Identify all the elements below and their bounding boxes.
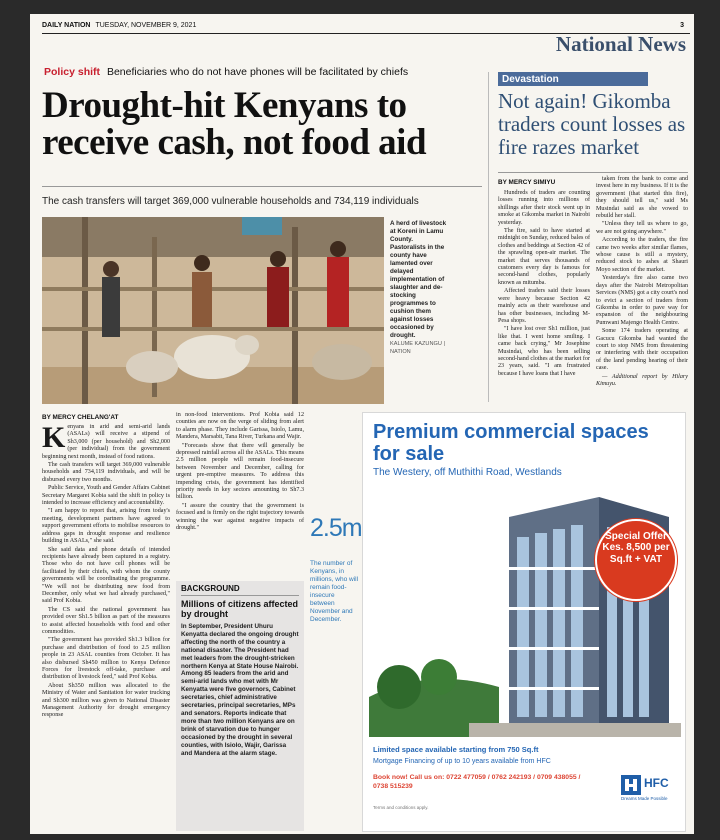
page-number: 3 bbox=[680, 22, 684, 29]
kicker-line bbox=[44, 66, 408, 78]
photo-caption bbox=[390, 220, 450, 356]
advert-subtitle: The Westery, off Muthithi Road, Westlands bbox=[373, 467, 562, 478]
paragraph: Public Service, Youth and Gender Affairs Cabinet Secretary Margaret Kobia said the shift in policy is intended to increase efficiency and accountability. bbox=[42, 485, 170, 507]
hfc-logo bbox=[621, 773, 681, 803]
paragraph: Hundreds of traders are counting losses running into millions of shillings after their stock went up in smoke at Gikomba market in Nairobi yesterday. bbox=[498, 190, 590, 226]
section-title: National News bbox=[555, 32, 686, 56]
limited-space-text: Limited space available starting from 750 Sq.ft bbox=[373, 745, 539, 754]
hfc-tagline: Dreams Made Possible bbox=[621, 796, 668, 801]
mortgage-text: Mortgage Financing of up to 10 years available from HFC bbox=[373, 758, 551, 765]
issue-date: TUESDAY, NOVEMBER 9, 2021 bbox=[95, 22, 197, 29]
kicker-label: Policy shift bbox=[44, 66, 101, 78]
background-label: BACKGROUND bbox=[181, 584, 299, 596]
main-story-column-1 bbox=[42, 421, 170, 721]
side-headline-rule bbox=[498, 172, 688, 173]
main-headline: Drought-hit Kenyans to receive cash, not food aid bbox=[42, 85, 427, 163]
paragraph: in non-food interventions. Prof Kobia said 12 counties are now on the verge of sliding from alert to alarm phase. They include Garissa, Isiolo, Lamu, Mandera, Marsabit, Tana River, Turkana and Wajir. bbox=[176, 412, 304, 441]
drop-cap: K bbox=[42, 421, 66, 454]
kicker-text: Beneficiaries who do not have phones will be facilitated by chiefs bbox=[106, 66, 409, 78]
paragraph: Kenyans in arid and semi-arid lands (ASALs) will receive a stipend of Sh3,000 (per household) and Sh2,000 (per individual) from the government beginning next month, instead of food rations. bbox=[42, 421, 170, 460]
paragraph: "Forecasts show that there will generally be depressed rainfall across all the ASALs. This means 2.5 million people will remain food-insecure between November and December, calling for urgent pre-emptive measures. To address this impending crisis, the government has identified priority needs in key sectors amounting to Sh7.3 billion. bbox=[176, 442, 304, 501]
side-story-column-2 bbox=[596, 176, 688, 389]
side-story-tag: Devastation bbox=[498, 72, 648, 86]
background-title: Millions of citizens affected by drought bbox=[181, 599, 299, 619]
paragraph: "Unless they tell us where to go, we are not going anywhere." bbox=[596, 221, 688, 235]
property-advert bbox=[362, 412, 686, 832]
paragraph: According to the traders, the fire came two weeks after similar flames, whose cause is still a mystery, reduced stock to ashes at Shauri Moyo section of the market. bbox=[596, 237, 688, 273]
terms-text: Terms and conditions apply. bbox=[373, 805, 429, 810]
paragraph: "I am happy to report that, arising from today's meeting, development partners have agreed to support government efforts to mobilise resources to address gaps in drought response and resilience building in ASALs," she said. bbox=[42, 508, 170, 545]
paragraph: Yesterday's fire also came two days after the Nairobi Metropolitan Services (NMS) got a city court's nod to evict a section of traders from Gikomba in order to pave way for expansion of the neighbouring Pumwani Majengo Health Centre. bbox=[596, 275, 688, 326]
advert-title: Premium commercial spaces for sale bbox=[373, 421, 649, 465]
paragraph: taken from the bank to come and invest here in my business. If it is the government (that started this fire), they should tell us," said Ms Musindai said as she vowed to rebuild her stall. bbox=[596, 176, 688, 220]
side-story-headline: Not again! Gikomba traders count losses as fire razes market bbox=[498, 89, 686, 159]
paper-name: DAILY NATION bbox=[42, 22, 91, 29]
background-box bbox=[176, 581, 304, 831]
fact-figure-text: The number of Kenyans, in millions, who will remain food-insecure between November and December. bbox=[310, 560, 359, 623]
paragraph: "I have lost over Sh1 million, just like that. I went home smiling. I came back crying," Mr Josephine Musindai, who has been selling second-hand clothes at the market for 23 years, said. "I am frustrated because I have loans that I have bbox=[498, 326, 590, 377]
paragraph: She said data and phone details of intended recipients have already been captured in a registry. Those who do not have cell phones will be facilitated by their chiefs, with whom the county governments will be coordinating the programme. "We will not be distributing new food from December, only what we had already purchased," said Prof Kobia. bbox=[42, 546, 170, 605]
paragraph: The CS said the national government has provided over Sh1.5 billion as part of the measures to assist affected households with food and other commodities. bbox=[42, 606, 170, 635]
main-story-byline: BY MERCY CHELANG'AT bbox=[42, 414, 119, 421]
side-story-byline: BY MERCY SIMIYU bbox=[498, 179, 556, 186]
photo-credit: KALUME KAZUNGU | NATION bbox=[390, 341, 445, 355]
photo-caption-text: A herd of livestock at Koreni in Lamu County. Pastoralists in the county have lamented over delayed implementation of slaughter and de-stocking programmes to cushion them against losses occasioned by drought. bbox=[390, 220, 447, 339]
standfirst: The cash transfers will target 369,000 vulnerable households and 734,119 individuals bbox=[42, 196, 419, 207]
column-divider bbox=[488, 72, 489, 402]
newspaper-page bbox=[30, 14, 694, 834]
paragraph: "I assure the country that the government is focused and is firmly on the right trajectory towards winning the war against negative impacts of drought." bbox=[176, 502, 304, 532]
special-offer-badge bbox=[595, 519, 677, 601]
fact-figure: 2.5m bbox=[310, 514, 362, 542]
main-story-column-2 bbox=[176, 412, 304, 534]
hfc-logo-icon bbox=[621, 775, 641, 795]
offer-heading: Special Offer bbox=[605, 531, 667, 542]
hfc-logo-text: HFC bbox=[644, 776, 669, 790]
paragraph: "The government has provided Sh1.3 billion for purchase and distribution of food to 2.5 million people in 23 ASAL counties from October. It has also disbursed Sh450 million to Kenya Defence Forces for livestock off-take, purchase and distribution of livestock feed," said Prof Kobia. bbox=[42, 637, 170, 681]
paragraph: The cash transfers will target 369,000 vulnerable households and 734,119 individuals, and will be disbursed every two months. bbox=[42, 462, 170, 483]
contact-numbers: Book now! Call us on: 0722 477059 / 0762 242193 / 0709 438055 / 0738 515239 bbox=[373, 774, 581, 790]
additional-report: — Additional report by Hilary Kimuyu. bbox=[596, 373, 688, 387]
side-story-column-1 bbox=[498, 190, 590, 379]
paragraph: The fire, said to have started at midnight on Sunday, reduced bales of clothes and beddings at Section 42 of the sprawling open-air market. The market that serves thousands of customers every day is famous for second-hand clothes, popularly known as mitumba. bbox=[498, 228, 591, 286]
paragraph: About Sh350 million was allocated to the Ministry of Water and Sanitation for water trucking and Sh300 million was given to National Disaster Management Authority for drought emergency response bbox=[42, 682, 170, 719]
offer-price: Kes. 8,500 per Sq.ft + VAT bbox=[602, 542, 670, 565]
livestock-photo bbox=[42, 217, 384, 404]
paragraph: Affected traders said their losses were heavy because Section 42 mainly acts as their warehouse and has other businesses, including M-Pesa shops. bbox=[498, 288, 590, 324]
headline-rule bbox=[42, 186, 482, 187]
paragraph: Some 174 traders operating at Gacucu Gikomba had wanted the court to stop NMS from threatening or interfering with their occupation of the land pending hearing of their case. bbox=[596, 328, 688, 372]
livestock-photo-illustration bbox=[42, 217, 384, 404]
background-body: In September, President Uhuru Kenyatta declared the ongoing drought affecting the north of the country a national disaster. The President had met leaders from the drought-stricken northern Kenya at State House Nairobi. Among 85 leaders from the arid and semi-arid lands who met with Mr Kenyatta were five governors, Cabinet secretaries, chief administrative secretaries, principal secretaries, MPs and senators. Reports indicate that more than two million Kenyans are on brink of starvation due to hunger occasioned by the drought in several counties, with Isiolo, Wajir, Garissa and Mandera at the alarm stage. bbox=[181, 623, 299, 757]
